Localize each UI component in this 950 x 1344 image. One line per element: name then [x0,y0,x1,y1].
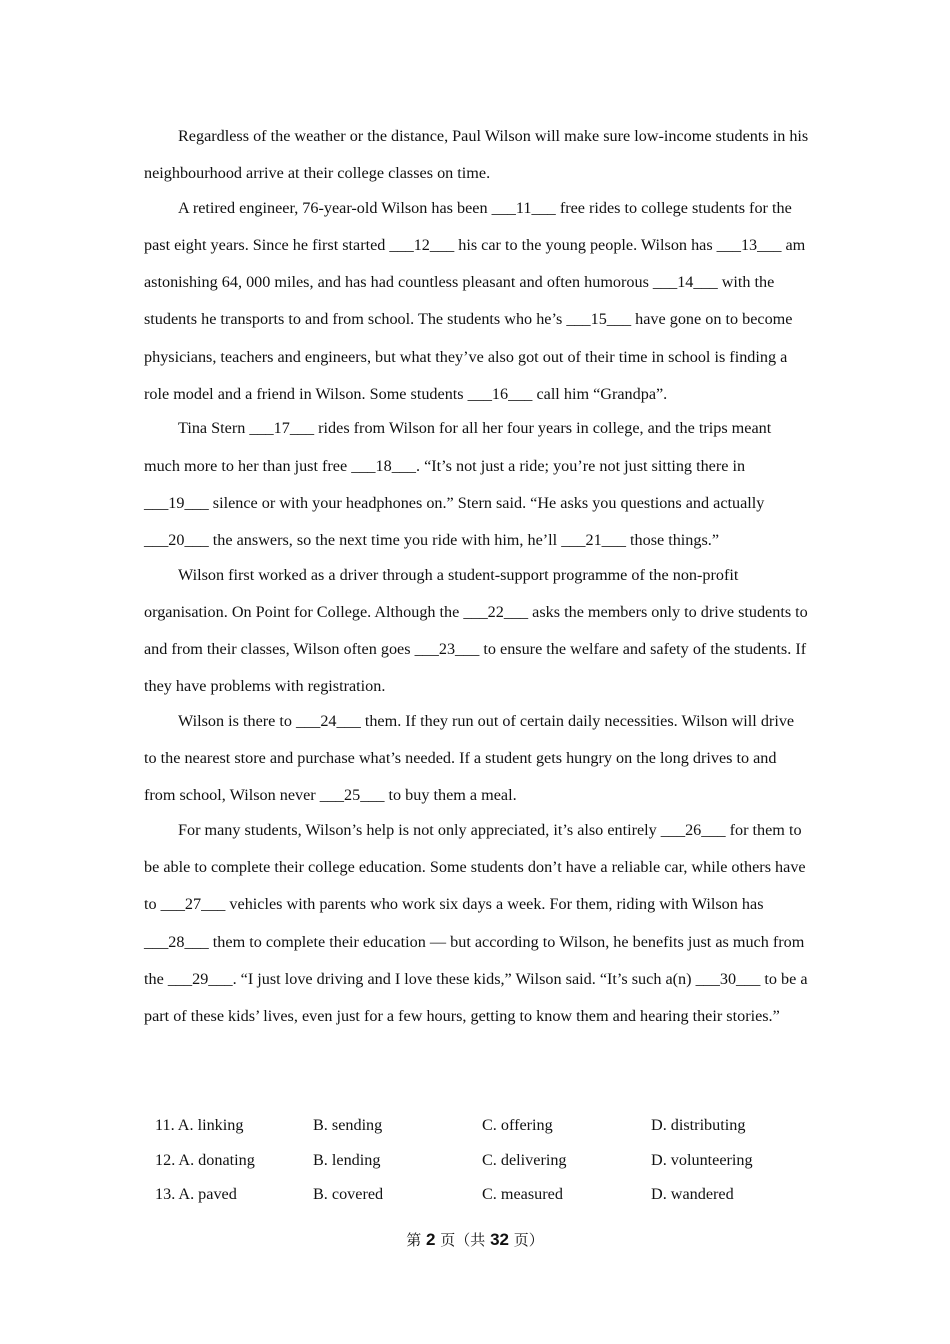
cloze-passage [144,118,810,1035]
option-11-a: 11. A. linking [155,1116,244,1134]
passage-paragraph-2: A retired engineer, 76-year-old Wilson has been ___11___ free rides to college students for the past eight years. Since he first started ___12___ his car to the young people. Wilson has ___13___ am astonishing 64, 000 miles, and has had countless pleasant and often humorous ___14___ with the students he transports to and from school. The students who he’s ___15___ have gone on to become physicians, teachers and engineers, but what they’ve also got out of their time in school is finding a role model and a friend in Wilson. Some students ___16___ call him “Grandpa”. [144,198,806,404]
option-11-b: B. sending [313,1116,383,1134]
option-13-b: B. covered [313,1185,384,1204]
option-13-d: D. wandered [651,1185,734,1204]
option-11-c: C. offering [482,1116,553,1134]
footer-middle: 页（共 [440,1231,486,1249]
total-pages-number: 32 [490,1230,509,1249]
option-13-c: C. measured [482,1185,563,1204]
footer-prefix: 第 [406,1231,422,1249]
current-page-number: 2 [426,1230,436,1249]
option-13-a: 13. A. paved [155,1185,237,1204]
option-12-a: 12. A. donating [155,1150,255,1169]
option-12-b: B. lending [313,1150,381,1169]
passage-paragraph-5: Wilson is there to ___24___ them. If they run out of certain daily necessities. Wilson will drive to the nearest store and purchase what’s needed. If a student gets hungry on the long drives to and from school, Wilson never ___25___ to buy them a meal. [144,711,795,805]
passage-paragraph-6: For many students, Wilson’s help is not only appreciated, it’s also entirely ___26___ for them to be able to complete their college education. Some students don’t have a reliable car, while others have to ___27___ vehicles with parents who work six days a week. For them, riding with Wilson has ___28___ them to complete their education — but according to Wilson, he benefits just as much from the ___29___. “I just love driving and I love these kids,” Wilson said. “It’s such a(n) ___30___ to be a part of these kids’ lives, even just for a few hours, getting to know them and hearing their stories.” [144,820,808,1026]
passage-paragraph-4: Wilson first worked as a driver through a student-support programme of the non-profit organisation. On Point for College. Although the ___22___ asks the members only to drive students to and from their classes, Wilson often goes ___23___ to ensure the welfare and safety of the students. If they have problems with registration. [144,565,808,696]
page-footer [0,1229,950,1251]
footer-suffix: 页） [513,1231,544,1249]
passage-paragraph-3: Tina Stern ___17___ rides from Wilson for all her four years in college, and the trips meant much more to her than just free ___18___. “It’s not just a ride; you’re not just sitting there in ___19___ silence or with your headphones on.” Stern said. “He asks you questions and actually ___20___ the answers, so the next time you ride with him, he’ll ___21___ those things.” [144,419,772,550]
passage-paragraph-1: Regardless of the weather or the distance, Paul Wilson will make sure low-income students in his neighbourhood arrive at their college classes on time. [144,127,809,183]
option-12-d: D. volunteering [651,1150,753,1169]
answer-options [155,1108,815,1212]
option-12-c: C. delivering [482,1150,567,1169]
question-11-options [155,1108,815,1143]
option-11-d: D. distributing [651,1116,746,1134]
question-12-options [155,1143,815,1178]
question-13-options [155,1177,815,1212]
